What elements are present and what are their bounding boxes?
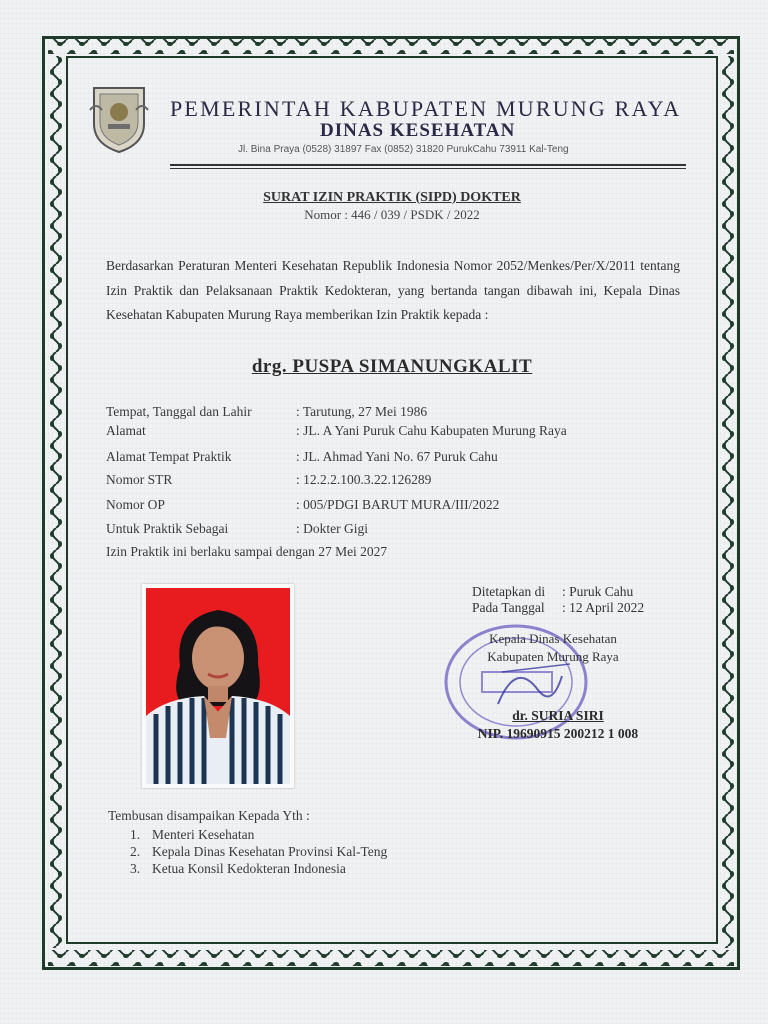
issue-date-label: Pada Tanggal	[472, 600, 545, 615]
issued-at-value: : Puruk Cahu	[562, 584, 634, 599]
cc-item: 3. Ketua Konsil Kedokteran Indonesia	[130, 861, 346, 876]
document-title: SURAT IZIN PRAKTIK (SIPD) DOKTER	[263, 190, 521, 205]
detail-label: Tempat, Tanggal dan Lahir	[106, 404, 252, 419]
signer-name: dr. SURIA SIRI	[512, 708, 604, 723]
intro-paragraph: Berdasarkan Peraturan Menteri Kesehatan Republik Indonesia Nomor 2052/Menkes/Per/X/2011 tentang Izin Praktik dan Pelaksanaan Praktik Kedokteran, yang bertanda tangan dibawah ini, Kepala Dinas Kesehatan Kabupaten Murung Raya memberikan Izin Praktik kepada :	[106, 258, 680, 322]
signer-position-line1: Kepala Dinas Kesehatan	[489, 631, 617, 646]
detail-row	[106, 497, 499, 513]
holder-name: drg. PUSPA SIMANUNGKALIT	[251, 356, 533, 377]
header-rule-thick	[170, 164, 686, 166]
agency-address: Jl. Bina Praya (0528) 31897 Fax (0852) 31820 PurukCahu 73911 Kal-Teng	[238, 144, 569, 155]
document-body	[68, 58, 716, 942]
signer-nip: NIP. 19690915 200212 1 008	[477, 726, 639, 741]
detail-row	[106, 521, 368, 537]
cc-item: 2. Kepala Dinas Kesehatan Provinsi Kal-Teng	[130, 844, 388, 859]
issue-date-row	[472, 600, 644, 616]
regency-emblem-icon	[88, 82, 150, 154]
detail-label: Alamat Tempat Praktik	[106, 449, 232, 464]
document-number: Nomor : 446 / 039 / PSDK / 2022	[304, 207, 480, 222]
header-rule-thin	[170, 168, 686, 169]
cc-title: Tembusan disampaikan Kepada Yth :	[108, 808, 310, 823]
agency-header: DINAS KESEHATAN	[320, 120, 516, 141]
detail-label: Nomor STR	[106, 472, 173, 487]
detail-row	[106, 472, 431, 488]
detail-value: : Dokter Gigi	[296, 521, 368, 536]
detail-row	[106, 404, 427, 420]
detail-value: : 12.2.2.100.3.22.126289	[296, 472, 432, 487]
detail-label: Alamat	[106, 423, 146, 438]
detail-label: Untuk Praktik Sebagai	[106, 521, 229, 536]
detail-value: : JL. A Yani Puruk Cahu Kabupaten Murung Raya	[296, 423, 567, 438]
holder-photo-frame	[142, 584, 294, 788]
detail-value: : Tarutung, 27 Mei 1986	[296, 404, 428, 419]
issue-date-value: : 12 April 2022	[562, 600, 645, 615]
validity-statement: Izin Praktik ini berlaku sampai dengan 27 Mei 2027	[106, 544, 388, 559]
holder-photo	[146, 588, 290, 784]
government-header: PEMERINTAH KABUPATEN MURUNG RAYA	[170, 96, 682, 121]
issued-at-label: Ditetapkan di	[472, 584, 546, 599]
issued-at-row	[472, 584, 633, 600]
cc-item: 1. Menteri Kesehatan	[130, 827, 255, 842]
detail-row	[106, 449, 498, 465]
cc-list	[130, 826, 387, 877]
detail-row	[106, 423, 567, 439]
detail-value: : JL. Ahmad Yani No. 67 Puruk Cahu	[296, 449, 498, 464]
detail-value: : 005/PDGI BARUT MURA/III/2022	[296, 497, 500, 512]
detail-label: Nomor OP	[106, 497, 165, 512]
signer-position-line2: Kabupaten Murung Raya	[487, 649, 619, 664]
